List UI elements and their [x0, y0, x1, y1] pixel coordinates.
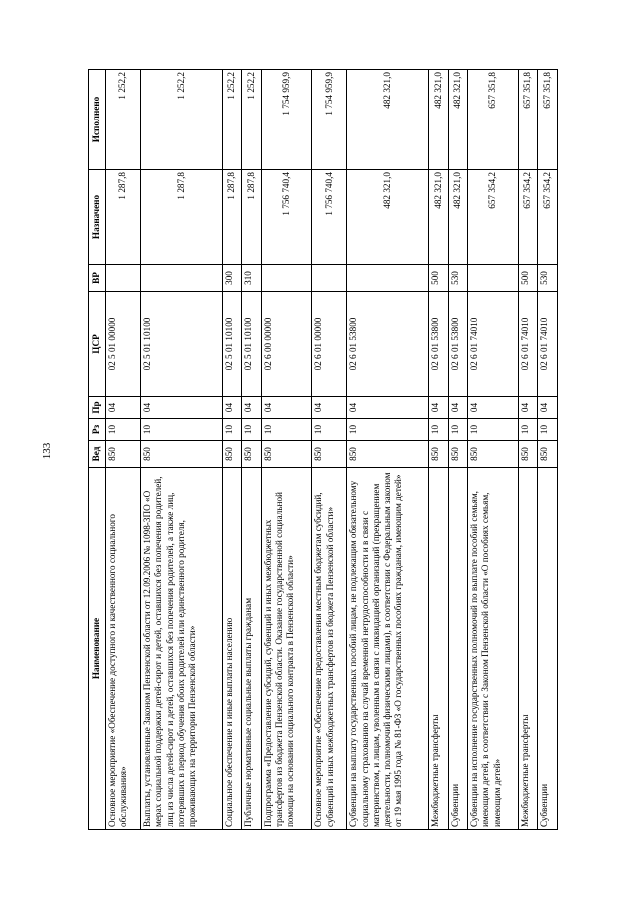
- table-row: [538, 70, 558, 830]
- table-row: [518, 70, 538, 830]
- row-rz: 10: [222, 419, 242, 441]
- row-name: Социальное обеспечение и иные выплаты населению: [222, 468, 242, 830]
- row-name: Публичные нормативные социальные выплаты гражданам: [242, 468, 262, 830]
- row-assigned: 1 756 740,4: [261, 170, 312, 265]
- row-rz: 10: [141, 419, 223, 441]
- header-rz: Рз: [89, 419, 106, 441]
- row-vr: [106, 265, 141, 292]
- row-name: Межбюджетные трансферты: [518, 468, 538, 830]
- row-executed: 1 252,2: [106, 70, 141, 170]
- header-vr: ВР: [89, 265, 106, 292]
- row-assigned: 1 287,8: [242, 170, 262, 265]
- table-row: [222, 70, 242, 830]
- header-executed: Исполнено: [89, 70, 106, 170]
- row-assigned: 1 756 740,4: [312, 170, 347, 265]
- row-pr: 04: [242, 397, 262, 419]
- row-ved: 850: [261, 441, 312, 468]
- row-rz: 10: [538, 419, 558, 441]
- row-assigned: 482 321,0: [347, 170, 429, 265]
- table-row: [312, 70, 347, 830]
- row-vr: 530: [538, 265, 558, 292]
- row-rz: 10: [261, 419, 312, 441]
- row-ved: 850: [242, 441, 262, 468]
- row-assigned: 482 321,0: [448, 170, 468, 265]
- row-name: Субвенции на исполнение государственных полномочий по выплате пособий семьям, имеющим детей, в соответствии с Законом Пензенской области «О пособиях семьям, имеющим детей»: [468, 468, 519, 830]
- row-pr: 04: [428, 397, 448, 419]
- row-executed: 1 754 959,9: [312, 70, 347, 170]
- row-pr: 04: [222, 397, 242, 419]
- row-pr: 04: [468, 397, 519, 419]
- row-pr: 04: [106, 397, 141, 419]
- row-ved: 850: [468, 441, 519, 468]
- header-name: Наименование: [89, 468, 106, 830]
- row-executed: 1 252,2: [242, 70, 262, 170]
- row-executed: 482 321,0: [347, 70, 429, 170]
- row-csr: 02 6 01 74010: [518, 292, 538, 397]
- row-vr: [141, 265, 223, 292]
- row-ved: 850: [538, 441, 558, 468]
- row-pr: 04: [448, 397, 468, 419]
- row-executed: 1 754 959,9: [261, 70, 312, 170]
- row-csr: 02 5 01 10100: [242, 292, 262, 397]
- header-csr: ЦСР: [89, 292, 106, 397]
- row-assigned: 482 321,0: [428, 170, 448, 265]
- row-csr: 02 6 01 74010: [538, 292, 558, 397]
- row-executed: 657 351,8: [518, 70, 538, 170]
- table-header-row: [89, 70, 106, 830]
- row-rz: 10: [347, 419, 429, 441]
- row-pr: 04: [312, 397, 347, 419]
- table-row: [141, 70, 223, 830]
- row-ved: 850: [222, 441, 242, 468]
- table-row: [468, 70, 519, 830]
- table-row: [347, 70, 429, 830]
- row-name: Субвенции: [538, 468, 558, 830]
- row-name: Межбюджетные трансферты: [428, 468, 448, 830]
- header-ved: Вед: [89, 441, 106, 468]
- row-executed: 482 321,0: [448, 70, 468, 170]
- row-name: Выплаты, установленные Законом Пензенской области от 12.09.2006 № 1098-ЗПО «О мерах социальной поддержки детей-сирот и детей, оставшихся без попечения родителей, лиц из числа детей-сирот и детей, оставшихся без попечения родителей, а также лиц, потерявших в период обучения обоих родителей или единственного родителя, проживающих на территории Пензенской области»: [141, 468, 223, 830]
- table-body: [106, 70, 558, 830]
- row-rz: 10: [518, 419, 538, 441]
- row-assigned: 657 354,2: [518, 170, 538, 265]
- row-csr: 02 6 01 74010: [468, 292, 519, 397]
- row-vr: 530: [448, 265, 468, 292]
- row-csr: 02 5 01 10100: [141, 292, 223, 397]
- row-assigned: 657 354,2: [538, 170, 558, 265]
- row-csr: 02 6 01 53800: [428, 292, 448, 397]
- table-row: [261, 70, 312, 830]
- row-name: Подпрограмма «Предоставление субсидий, субвенций и иных межбюджетных трансфертов из бюджета Пензенской области. Оказание государственной социальной помощи на основании социального контракта в Пензенской области»: [261, 468, 312, 830]
- row-rz: 10: [242, 419, 262, 441]
- row-ved: 850: [518, 441, 538, 468]
- row-rz: 10: [312, 419, 347, 441]
- budget-table: [88, 69, 558, 830]
- row-executed: 1 252,2: [141, 70, 223, 170]
- row-vr: [312, 265, 347, 292]
- row-vr: 500: [428, 265, 448, 292]
- row-csr: 02 6 01 53800: [347, 292, 429, 397]
- row-executed: 657 351,8: [538, 70, 558, 170]
- row-ved: 850: [428, 441, 448, 468]
- row-pr: 04: [261, 397, 312, 419]
- row-assigned: 657 354,2: [468, 170, 519, 265]
- table-row: [448, 70, 468, 830]
- table-row: [106, 70, 141, 830]
- row-pr: 04: [518, 397, 538, 419]
- row-assigned: 1 287,8: [222, 170, 242, 265]
- row-csr: 02 6 01 53800: [448, 292, 468, 397]
- row-rz: 10: [106, 419, 141, 441]
- row-rz: 10: [428, 419, 448, 441]
- row-name: Субвенции: [448, 468, 468, 830]
- row-assigned: 1 287,8: [141, 170, 223, 265]
- row-vr: [468, 265, 519, 292]
- row-ved: 850: [448, 441, 468, 468]
- row-csr: 02 5 01 10100: [222, 292, 242, 397]
- row-pr: 04: [347, 397, 429, 419]
- row-rz: 10: [468, 419, 519, 441]
- row-rz: 10: [448, 419, 468, 441]
- table-row: [242, 70, 262, 830]
- row-ved: 850: [347, 441, 429, 468]
- row-executed: 1 252,2: [222, 70, 242, 170]
- row-executed: 657 351,8: [468, 70, 519, 170]
- page-number: 133: [41, 442, 53, 460]
- row-vr: [347, 265, 429, 292]
- row-ved: 850: [312, 441, 347, 468]
- row-csr: 02 6 00 00000: [261, 292, 312, 397]
- row-name: Основное мероприятие «Обеспечение доступного и качественного социального обслуживания»: [106, 468, 141, 830]
- row-vr: 310: [242, 265, 262, 292]
- row-csr: 02 6 01 00000: [312, 292, 347, 397]
- table-row: [428, 70, 448, 830]
- row-executed: 482 321,0: [428, 70, 448, 170]
- rotated-page-content: [88, 70, 558, 830]
- row-pr: 04: [141, 397, 223, 419]
- header-assigned: Назначено: [89, 170, 106, 265]
- row-ved: 850: [106, 441, 141, 468]
- row-vr: [261, 265, 312, 292]
- row-assigned: 1 287,8: [106, 170, 141, 265]
- row-name: Основное мероприятие «Обеспечение предоставления местным бюджетам субсидий, субвенций и иных межбюджетных трансфертов из бюджета Пензенской области»: [312, 468, 347, 830]
- header-pr: Пр: [89, 397, 106, 419]
- row-vr: 300: [222, 265, 242, 292]
- row-ved: 850: [141, 441, 223, 468]
- row-name: Субвенции на выплату государственных пособий лицам, не подлежащим обязательному социальному страхованию на случай временной нетрудоспособности и в связи с материнством, и лицам, уволенным в связи с ликвидацией организаций (прекращением деятельности, полномочий физическими лицами), в соответствии с Федеральным законом от 19 мая 1995 года № 81-ФЗ «О государственных пособиях гражданам, имеющим детей»: [347, 468, 429, 830]
- row-csr: 02 5 01 00000: [106, 292, 141, 397]
- row-vr: 500: [518, 265, 538, 292]
- row-pr: 04: [538, 397, 558, 419]
